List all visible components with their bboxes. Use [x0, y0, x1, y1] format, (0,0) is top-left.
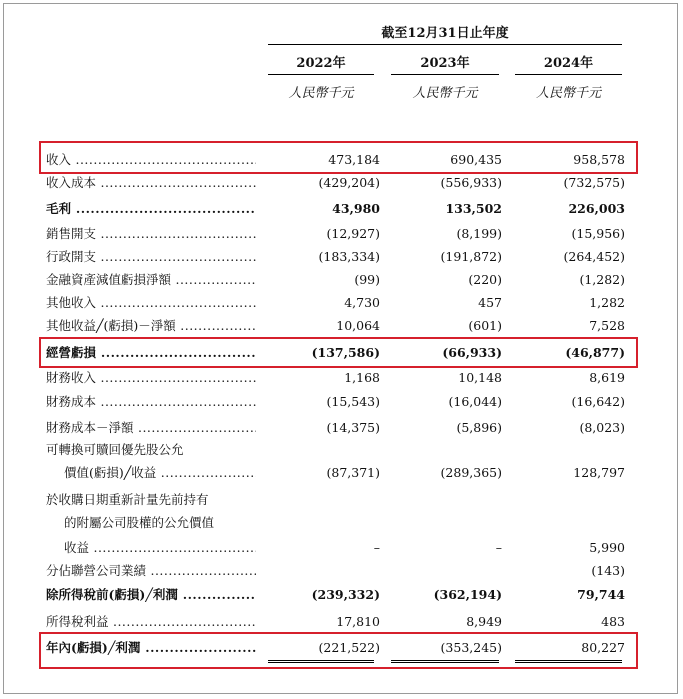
value-2022: (429,204) — [318, 175, 380, 190]
value-2023: (8,199) — [456, 226, 502, 241]
column-unit: 人民幣千元 — [535, 86, 601, 101]
column-rule — [268, 74, 374, 75]
value-2023: 8,949 — [466, 614, 502, 629]
value-2024: 958,578 — [573, 152, 625, 167]
value-2024: (143) — [591, 563, 625, 578]
value-2022: (137,586) — [311, 345, 380, 360]
value-2023: (556,933) — [440, 175, 502, 190]
row-label: 除所得稅前(虧損)╱利潤 ..... — [46, 587, 256, 603]
value-2023: 690,435 — [450, 152, 502, 167]
row-label: 財務成本－淨額 ..... — [46, 420, 256, 436]
value-2023: (66,933) — [442, 345, 502, 360]
row-label: 年內(虧損)╱利潤 ..... — [46, 640, 256, 656]
column-header-2022 — [268, 52, 374, 102]
value-2023: (16,044) — [448, 394, 502, 409]
value-2024: 226,003 — [568, 201, 625, 216]
value-2023: 10,148 — [458, 370, 502, 385]
value-2023: (220) — [468, 272, 502, 287]
row-label-line: 於收購日期重新計量先前持有 — [46, 492, 209, 507]
row-label: 分佔聯營公司業績 ..... — [46, 563, 256, 579]
row-label: 經營虧損 ..... — [46, 345, 256, 361]
row-label: 財務成本 ..... — [46, 394, 256, 410]
value-2022: (15,543) — [326, 394, 380, 409]
value-2024: (15,956) — [571, 226, 625, 241]
value-2024: 128,797 — [573, 465, 625, 480]
column-unit: 人民幣千元 — [412, 86, 478, 101]
column-header-2023 — [391, 52, 499, 102]
value-2022: 4,730 — [344, 295, 380, 310]
value-2023: (601) — [468, 318, 502, 333]
value-2023: (5,896) — [456, 420, 502, 435]
row-label: 其他收益╱(虧損)－淨額 ..... — [46, 318, 256, 334]
value-2022: 1,168 — [344, 370, 380, 385]
row-label: 收入 ..... — [46, 152, 256, 168]
period-rule — [268, 44, 622, 45]
value-2023: (191,872) — [440, 249, 502, 264]
value-2022: (87,371) — [326, 465, 380, 480]
highlight-box-profit-for-year — [39, 632, 638, 669]
column-unit: 人民幣千元 — [288, 86, 354, 101]
value-2022: (99) — [354, 272, 380, 287]
highlight-box-operating-loss — [39, 337, 638, 368]
row-label: 毛利 ..... — [46, 201, 256, 217]
row-label: 其他收入 ..... — [46, 295, 256, 311]
value-2024: (8,023) — [579, 420, 625, 435]
value-2022: 473,184 — [328, 152, 380, 167]
row-label: 財務收入 ..... — [46, 370, 256, 386]
value-2022: (221,522) — [318, 640, 380, 655]
row-label-line: 的附屬公司股權的公允價值 — [64, 515, 215, 530]
value-2023: (289,365) — [440, 465, 502, 480]
value-2024: (46,877) — [565, 345, 625, 360]
value-2023: (353,245) — [440, 640, 502, 655]
row-label: 所得稅利益 ..... — [46, 614, 256, 630]
value-2024: 7,528 — [589, 318, 625, 333]
value-2024: (16,642) — [571, 394, 625, 409]
column-header-2024 — [515, 52, 622, 102]
value-2022: 10,064 — [336, 318, 380, 333]
value-2022: (12,927) — [326, 226, 380, 241]
value-2024: 1,282 — [589, 295, 625, 310]
value-2024: (732,575) — [563, 175, 625, 190]
column-year: 2022年 — [296, 56, 346, 71]
value-2024: (264,452) — [563, 249, 625, 264]
highlight-box-revenue — [39, 141, 638, 174]
row-label-line: 可轉換可贖回優先股公允 — [46, 442, 184, 457]
value-2022: (239,332) — [311, 587, 380, 602]
row-label: 銷售開支 ..... — [46, 226, 256, 242]
value-2022: (14,375) — [326, 420, 380, 435]
row-label: 行政開支 ..... — [46, 249, 256, 265]
column-rule — [515, 74, 622, 75]
row-label-line: 收益 ..... — [64, 540, 256, 556]
column-rule — [391, 74, 499, 75]
value-2023: 133,502 — [445, 201, 502, 216]
row-label: 收入成本 ..... — [46, 175, 256, 191]
value-2023: – — [495, 540, 502, 555]
value-2022: 17,810 — [336, 614, 380, 629]
value-2024: (1,282) — [579, 272, 625, 287]
value-2024: 8,619 — [589, 370, 625, 385]
value-2023: 457 — [478, 295, 502, 310]
value-2022: – — [373, 540, 380, 555]
column-year: 2024年 — [543, 56, 594, 71]
value-2022: (183,334) — [318, 249, 380, 264]
value-2022: 43,980 — [332, 201, 380, 216]
period-header: 截至12月31日止年度 — [381, 26, 509, 41]
value-2024: 80,227 — [581, 640, 625, 655]
column-year: 2023年 — [420, 56, 470, 71]
value-2024: 5,990 — [589, 540, 625, 555]
row-label-line: 價值(虧損)╱收益 ..... — [64, 465, 256, 481]
value-2024: 79,744 — [577, 587, 625, 602]
row-label: 金融資產減值虧損淨額 ..... — [46, 272, 256, 288]
value-2024: 483 — [601, 614, 625, 629]
value-2023: (362,194) — [433, 587, 502, 602]
